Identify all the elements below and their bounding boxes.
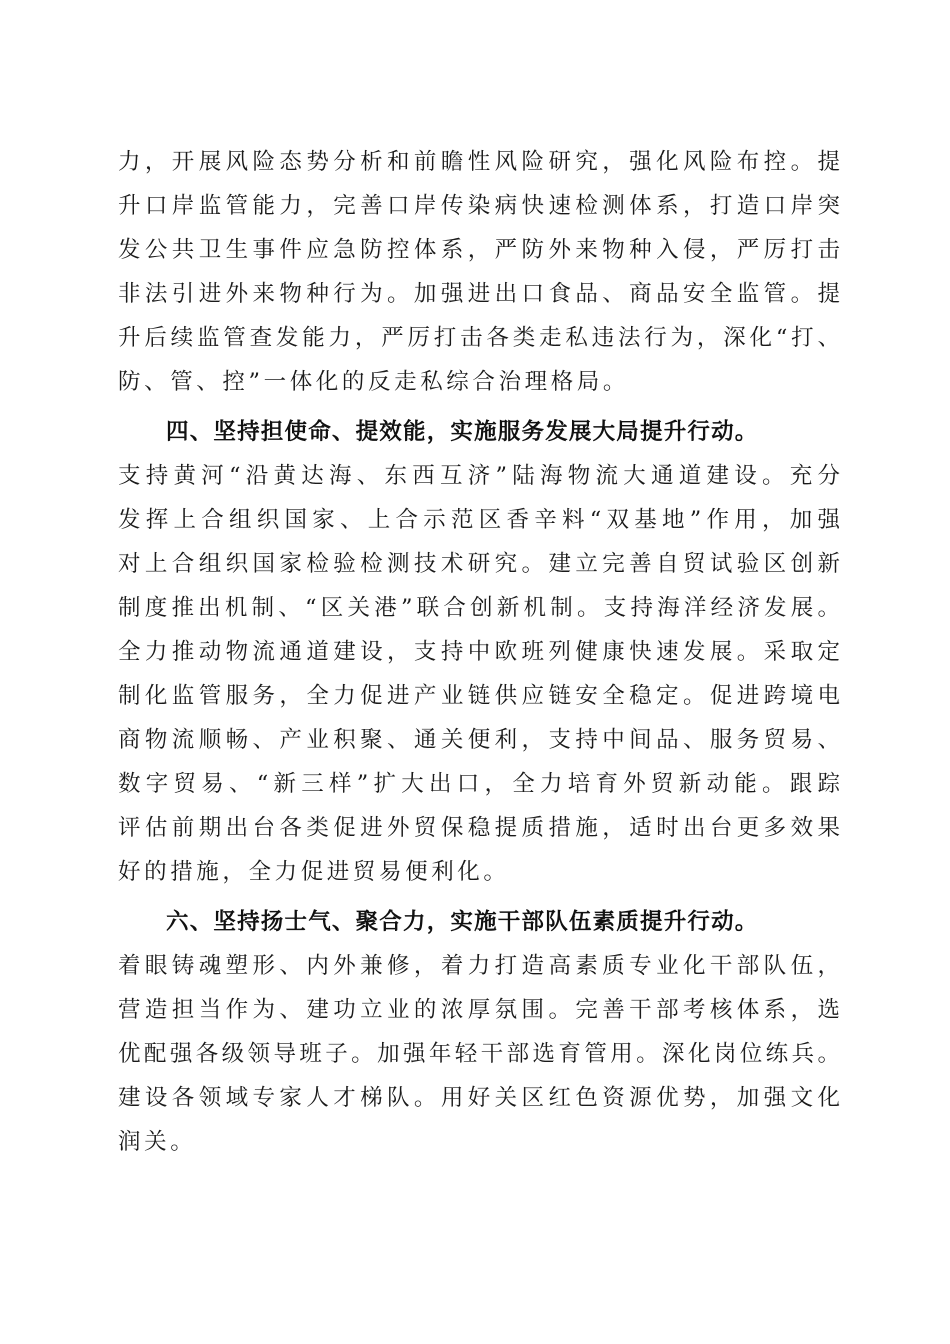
section-heading-six: 六、坚持扬士气、聚合力，实施干部队伍素质提升行动。 bbox=[166, 909, 759, 935]
text-line: 支持黄河“沿黄达海、东西互济”陆海物流大通道建设。充分 bbox=[118, 463, 840, 489]
text-line: 力，开展风险态势分析和前瞻性风险研究，强化风险布控。提 bbox=[118, 149, 840, 175]
text-line: 数字贸易、“新三样”扩大出口，全力培育外贸新动能。跟踪 bbox=[118, 771, 840, 797]
text-line: 优配强各级领导班子。加强年轻干部选育管用。深化岗位练兵。 bbox=[118, 1041, 840, 1067]
text-line: 对上合组织国家检验检测技术研究。建立完善自贸试验区创新 bbox=[118, 551, 840, 577]
text-line: 建设各领域专家人才梯队。用好关区红色资源优势，加强文化 bbox=[118, 1085, 840, 1111]
section-heading-four: 四、坚持担使命、提效能，实施服务发展大局提升行动。 bbox=[166, 419, 759, 445]
text-line: 防、管、控”一体化的反走私综合治理格局。 bbox=[118, 369, 630, 395]
text-line: 升口岸监管能力，完善口岸传染病快速检测体系，打造口岸突 bbox=[118, 193, 840, 219]
text-line: 发挥上合组织国家、上合示范区香辛料“双基地”作用，加强 bbox=[118, 507, 840, 533]
text-line: 润关。 bbox=[118, 1129, 197, 1155]
text-line: 发公共卫生事件应急防控体系，严防外来物种入侵，严厉打击 bbox=[118, 237, 840, 263]
text-line: 营造担当作为、建功立业的浓厚氛围。完善干部考核体系，选 bbox=[118, 997, 840, 1023]
text-line: 升后续监管查发能力，严厉打击各类走私违法行为，深化“打、 bbox=[118, 325, 840, 351]
text-line: 着眼铸魂塑形、内外兼修，着力打造高素质专业化干部队伍， bbox=[118, 953, 840, 979]
text-line: 制度推出机制、“区关港”联合创新机制。支持海洋经济发展。 bbox=[118, 595, 840, 621]
text-line: 全力推动物流通道建设，支持中欧班列健康快速发展。采取定 bbox=[118, 639, 840, 665]
text-line: 好的措施，全力促进贸易便利化。 bbox=[118, 859, 510, 885]
text-line: 评估前期出台各类促进外贸保稳提质措施，适时出台更多效果 bbox=[118, 815, 840, 841]
text-line: 制化监管服务，全力促进产业链供应链安全稳定。促进跨境电 bbox=[118, 683, 840, 709]
text-line: 非法引进外来物种行为。加强进出口食品、商品安全监管。提 bbox=[118, 281, 840, 307]
text-line: 商物流顺畅、产业积聚、通关便利，支持中间品、服务贸易、 bbox=[118, 727, 840, 753]
